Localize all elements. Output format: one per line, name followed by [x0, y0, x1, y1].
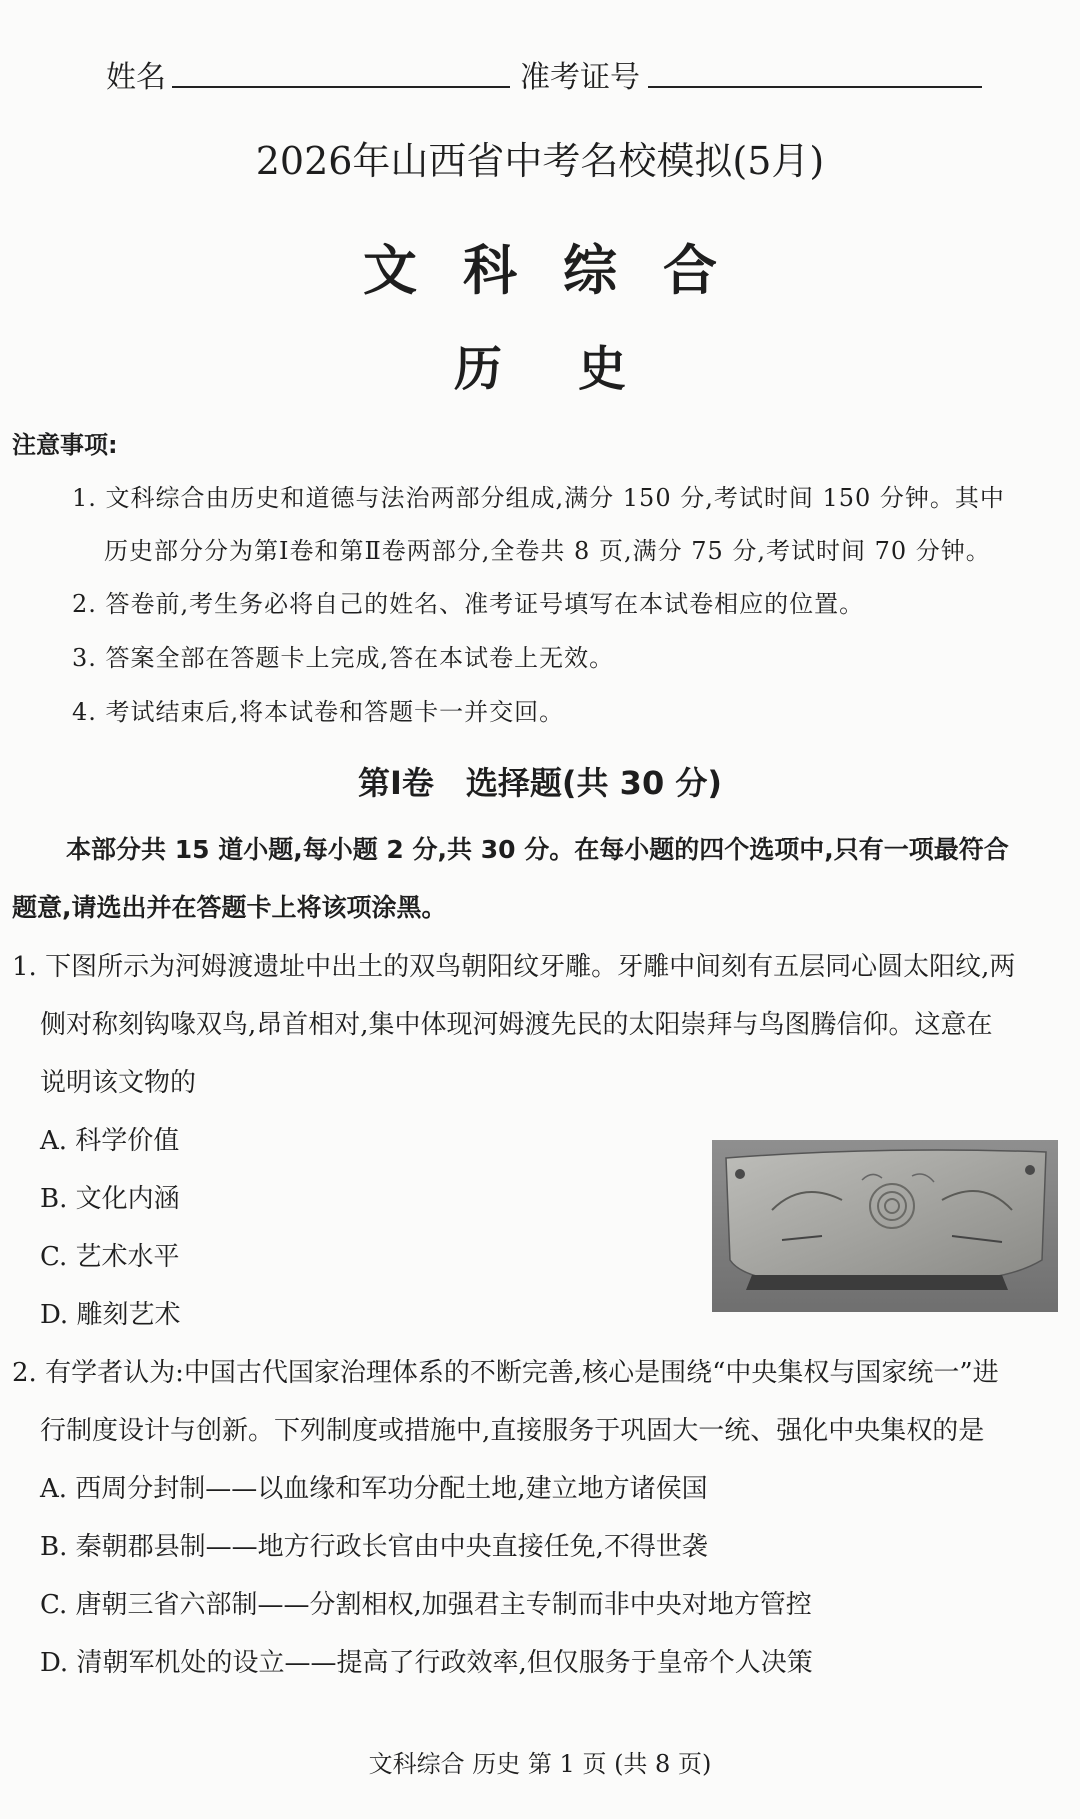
name-label: 姓名 — [106, 60, 166, 95]
instructions-line: 本部分共 15 道小题,每小题 2 分,共 30 分。在每小题的四个选项中,只有一项最符合 — [66, 835, 1009, 864]
question-1-line: 侧对称刻钩喙双鸟,昂首相对,集中体现河姆渡先民的太阳崇拜与鸟图腾信仰。这意在 — [40, 1010, 993, 1040]
question-2-option-d: D. 清朝军机处的设立——提高了行政效率,但仅服务于皇帝个人决策 — [40, 1648, 813, 1678]
ticket-number-label: 准考证号 — [520, 60, 640, 95]
question-1-line: 说明该文物的 — [40, 1068, 197, 1098]
page-footer: 文科综合 历史 第 1 页 (共 8 页) — [368, 1750, 712, 1778]
notice-item: 2. 答卷前,考生务必将自己的姓名、准考证号填写在本试卷相应的位置。 — [72, 590, 865, 618]
ticket-number-field-line — [648, 86, 982, 88]
question-2-line: 2. 有学者认为:中国古代国家治理体系的不断完善,核心是围绕“中央集权与国家统一”进 — [12, 1358, 999, 1388]
ivory-carving-photo — [712, 1140, 1058, 1312]
question-2-option-b: B. 秦朝郡县制——地方行政长官由中央直接任免,不得世袭 — [40, 1532, 708, 1562]
question-1-line: 1. 下图所示为河姆渡遗址中出土的双鸟朝阳纹牙雕。牙雕中间刻有五层同心圆太阳纹,两 — [12, 952, 1016, 982]
notice-item: 3. 答案全部在答题卡上完成,答在本试卷上无效。 — [72, 644, 615, 672]
subject-title: 文科综合 — [363, 239, 763, 302]
notice-item: 历史部分分为第Ⅰ卷和第Ⅱ卷两部分,全卷共 8 页,满分 75 分,考试时间 70 分钟。 — [104, 537, 991, 565]
question-2-option-c: C. 唐朝三省六部制——分割相权,加强君主专制而非中央对地方管控 — [40, 1590, 812, 1620]
question-1-option-b: B. 文化内涵 — [40, 1184, 180, 1214]
question-1-option-d: D. 雕刻艺术 — [40, 1300, 181, 1330]
question-1-option-c: C. 艺术水平 — [40, 1242, 180, 1272]
notice-title: 注意事项: — [12, 431, 118, 459]
notice-item: 4. 考试结束后,将本试卷和答题卡一并交回。 — [72, 698, 565, 726]
subsubject-title: 历史 — [453, 341, 702, 397]
question-1-option-a: A. 科学价值 — [40, 1126, 180, 1156]
section-title: 第Ⅰ卷 选择题(共 30 分) — [358, 764, 722, 802]
exam-title: 2026年山西省中考名校模拟(5月) — [255, 139, 825, 183]
name-field-line — [172, 86, 510, 88]
notice-item: 1. 文科综合由历史和道德与法治两部分组成,满分 150 分,考试时间 150 分钟。其中 — [72, 484, 1005, 512]
question-2-option-a: A. 西周分封制——以血缘和军功分配土地,建立地方诸侯国 — [40, 1474, 708, 1504]
instructions-line: 题意,请选出并在答题卡上将该项涂黑。 — [12, 893, 447, 922]
question-2-line: 行制度设计与创新。下列制度或措施中,直接服务于巩固大一统、强化中央集权的是 — [40, 1416, 985, 1446]
